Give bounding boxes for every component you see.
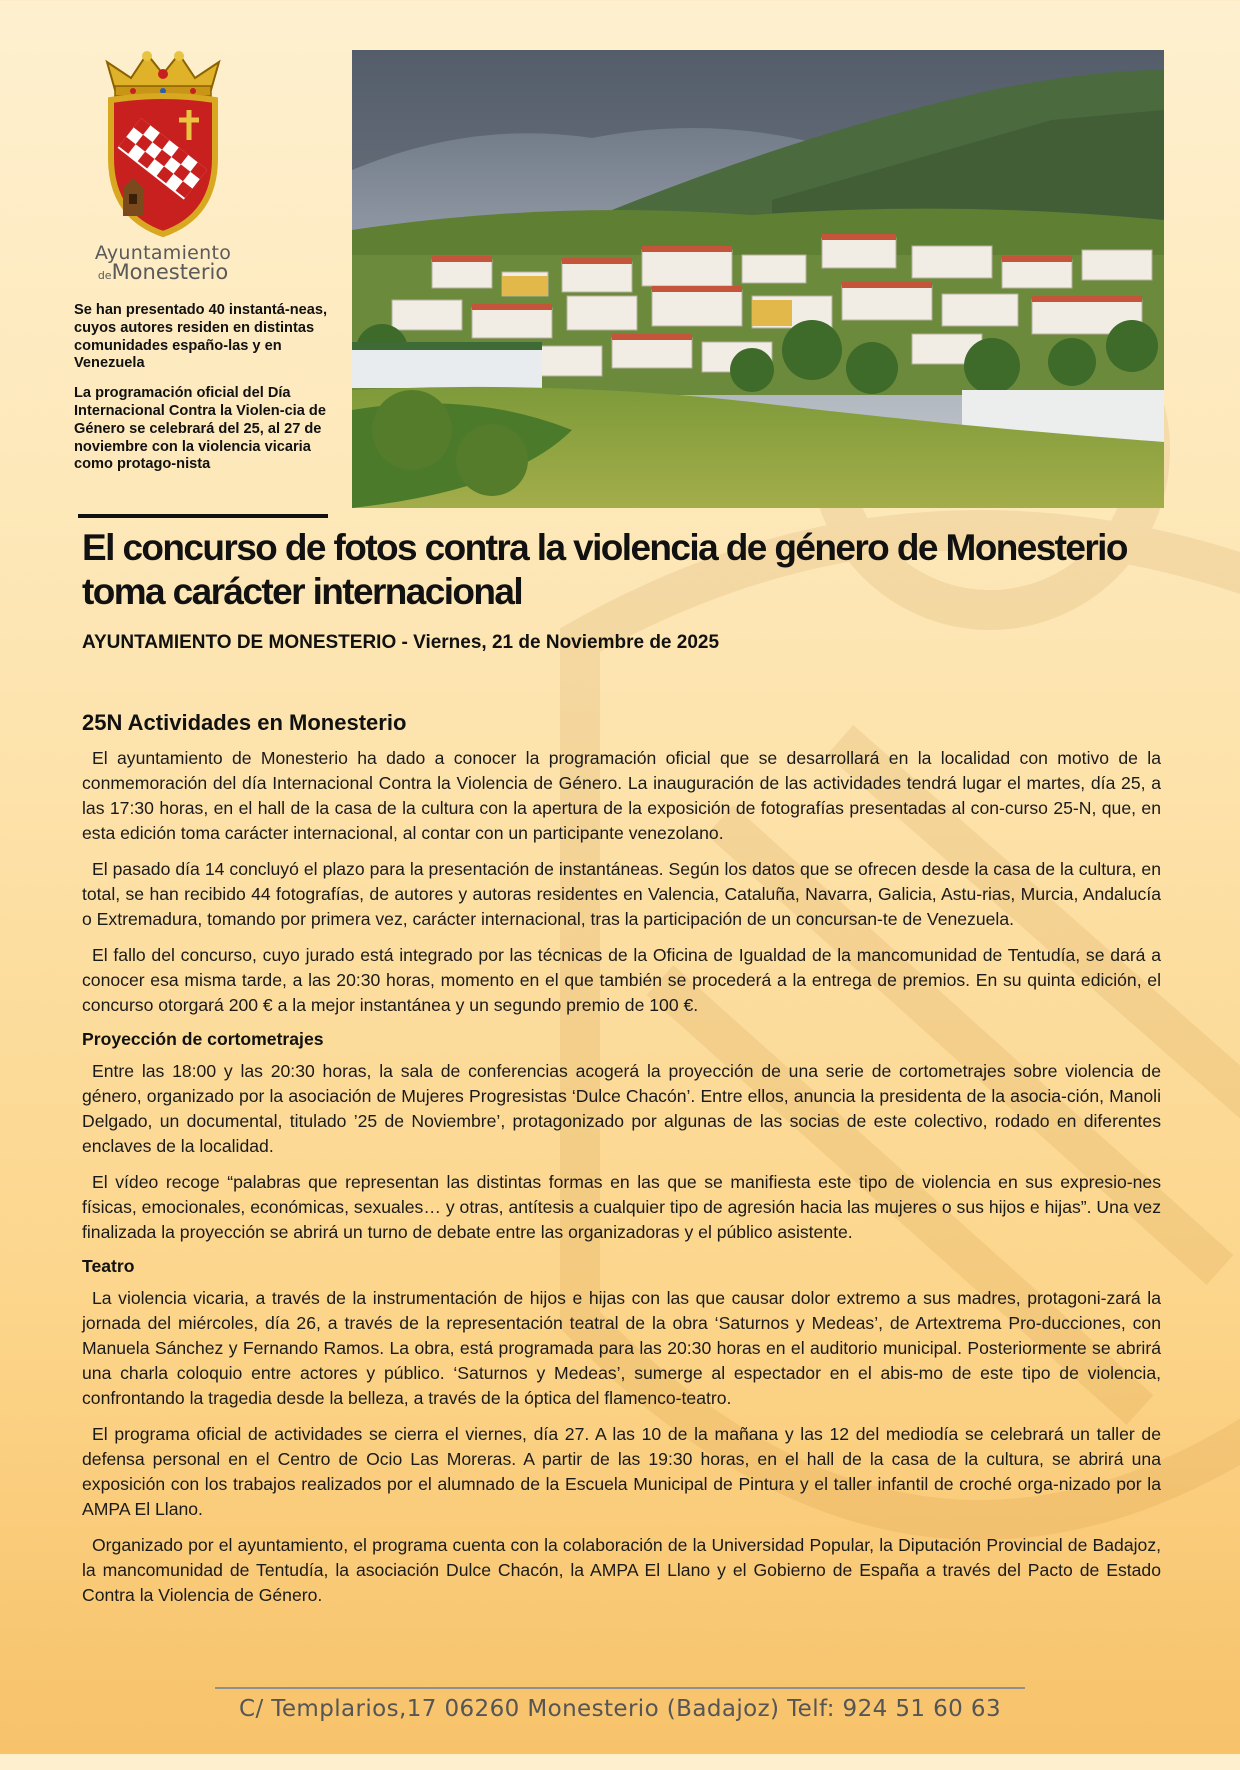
sidebar-summary [74, 302, 330, 486]
article-paragraph: El vídeo recoge “palabras que representan las distintas formas en las que se manifiesta este tipo de violencia en sus expresio-nes físicas, emocionales, económicas, sexuales… y otras, antítesis a cualquier tipo de agresión hacia las mujeres o sus hijos e hijas”. Una vez finalizada la proyección se abrirá un turno de debate entre las organizadoras y el público asistente. [82, 1172, 1161, 1242]
article-paragraph: El pasado día 14 concluyó el plazo para la presentación de instantáneas. Según los datos que se ofrecen desde la casa de la cultura, en total, se han recibido 44 fotografías, de autores y autoras residentes en Valencia, Cataluña, Navarra, Galicia, Astu-rias, Murcia, Andalucía o Extremadura, tomando por primera vez, carácter internacional, tras la participación de un concursan-te de Venezuela. [82, 859, 1161, 929]
article-paragraph: El fallo del concurso, cuyo jurado está integrado por las técnicas de la Oficina de Igualdad de la mancomunidad de Tentudía, se dará a conocer esa misma tarde, a las 20:30 horas, momento en el que también se procederá a la entrega de premios. En su quinta edición, el concurso otorgará 200 € a la mejor instantánea y un segundo premio de 100 €. [82, 945, 1161, 1015]
logo-text-monesterio: deMonesterio [97, 260, 229, 284]
summary-blurb: Se han presentado 40 instantá-neas, cuyos autores residen en distintas comunidades españo-las y en Venezuela [74, 302, 328, 372]
article-headline: El concurso de fotos contra la violencia de género de Monesterio toma carácter internacional [82, 527, 1127, 612]
summary-blurb: La programación oficial del Día Internacional Contra la Violen-cia de Género se celebrará del 25, al 27 de noviembre con la violencia vicaria como protago-nista [74, 385, 326, 473]
section-title: 25N Actividades en Monesterio [82, 710, 407, 735]
town-landscape-photo [352, 50, 1164, 508]
municipality-logo [88, 48, 238, 290]
sidebar-divider [78, 514, 328, 518]
article-paragraph: El ayuntamiento de Monesterio ha dado a conocer la programación oficial que se desarrollará en la localidad con motivo de la conmemoración del día Internacional Contra la Violencia de Género. La inauguración de las actividades tendrá lugar el martes, día 25, a las 17:30 horas, en el hall de la casa de la cultura con la apertura de la exposición de fotografías presentadas al con-curso 25-N, que, en esta edición toma carácter internacional, al contar con un participante venezolano. [82, 748, 1161, 843]
footer-address: C/ Templarios,17 06260 Monesterio (Badajoz) Telf: 924 51 60 63 [238, 1696, 1001, 1722]
article-byline: AYUNTAMIENTO DE MONESTERIO - Viernes, 21 de Noviembre de 2025 [82, 632, 720, 653]
subheading-teatro: Teatro [82, 1256, 135, 1276]
logo-text-ayuntamiento: Ayuntamiento [94, 242, 232, 264]
article-body [82, 710, 1161, 1619]
subheading-cortometrajes: Proyección de cortometrajes [82, 1029, 324, 1049]
article-paragraph: Entre las 18:00 y las 20:30 horas, la sala de conferencias acogerá la proyección de una serie de cortometrajes sobre violencia de género, organizado por la asociación de Mujeres Progresistas ‘Dulce Chacón’. Entre ellos, anuncia la presidenta de la asocia-ción, Manoli Delgado, un documental, titulado ’25 de Noviembre’, protagonizado por algunas de las socias de este colectivo, rodado en diferentes enclaves de la localidad. [82, 1061, 1161, 1156]
coat-of-arms-icon [93, 48, 233, 240]
article-paragraph: La violencia vicaria, a través de la instrumentación de hijos e hijas con las que causar dolor extremo a sus madres, protagoni-zará la jornada del miércoles, día 26, a través de la representación teatral de la obra ‘Saturnos y Medeas’, de Artextrema Pro-ducciones, con Manuela Sánchez y Fernando Ramos. La obra, está programada para las 20:30 horas en el auditorio municipal. Posteriormente se abrirá una charla coloquio entre actores y público. ‘Saturnos y Medeas’, sumerge al espectador en el abis-mo de este tipo de violencia, confrontando la tragedia desde la belleza, a través de la óptica del flamenco-teatro. [82, 1288, 1161, 1408]
footer-divider [215, 1687, 1025, 1689]
article-paragraph: Organizado por el ayuntamiento, el programa cuenta con la colaboración de la Universidad Popular, la Diputación Provincial de Badajoz, la mancomunidad de Tentudía, la asociación Dulce Chacón, la AMPA El Llano y el Gobierno de España a través del Pacto de Estado Contra la Violencia de Género. [82, 1535, 1161, 1605]
article-paragraph: El programa oficial de actividades se cierra el viernes, día 27. A las 10 de la mañana y las 12 del mediodía se celebrará un taller de defensa personal en el Centro de Ocio Las Moreras. A partir de las 19:30 horas, en el hall de la casa de la cultura, se abrirá una exposición con los trabajos realizados por el alumnado de la Escuela Municipal de Pintura y el taller infantil de croché orga-nizado por la AMPA El Llano. [82, 1424, 1161, 1519]
